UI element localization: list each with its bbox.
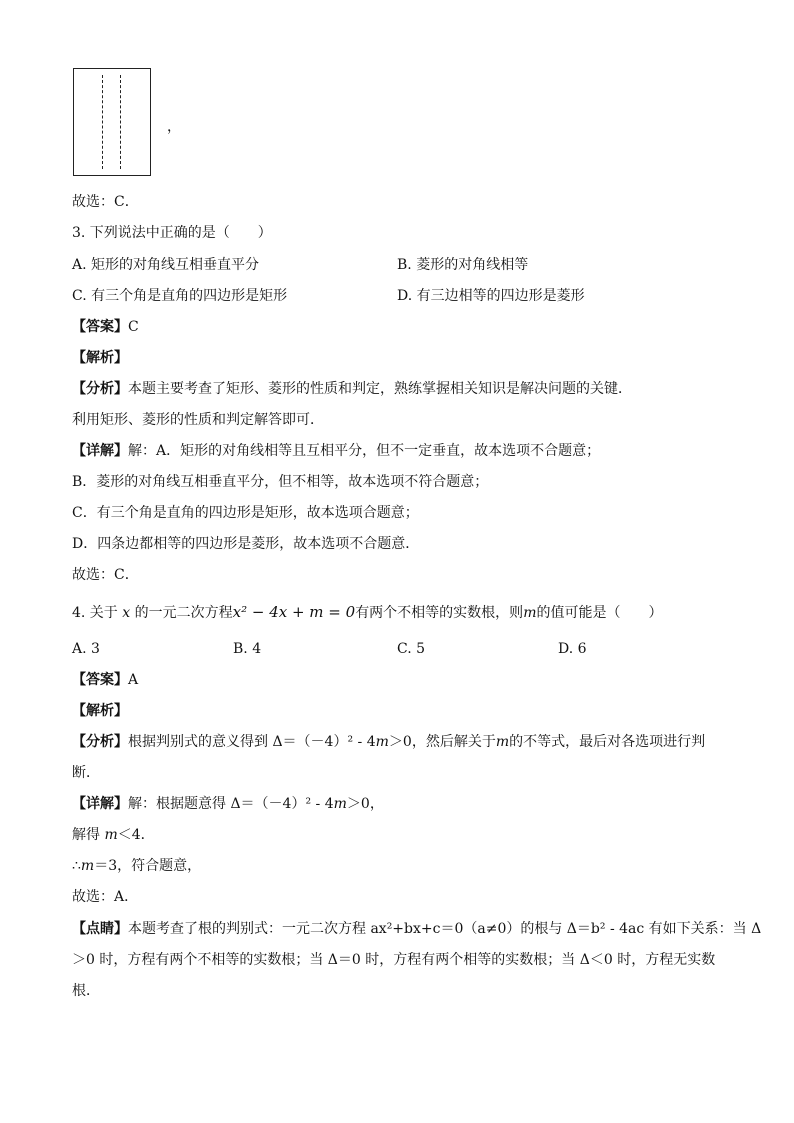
q3-analysis [72, 380, 632, 398]
q3-option-c: C. 有三个角是直角的四边形是矩形 [72, 288, 288, 304]
therefore-symbol: ∴ [72, 858, 81, 874]
q4-stem-post: 有两个不相等的实数根，则 [355, 605, 524, 621]
answer-tag: 【答案】 [72, 319, 128, 335]
q4-equation: x² − 4x + m = 0 [232, 603, 356, 621]
var-m: m [375, 734, 389, 750]
q3-stem: 3. 下列说法中正确的是（ ） [72, 225, 272, 241]
q4-tip-end: 根． [72, 983, 100, 999]
detail-text: 解：A．矩形的对角线相等且互相平分，但不一定垂直，故本选项不合题意； [128, 443, 601, 459]
tip-text: 本题考查了根的判别式：一元二次方程 ax²+bx+c＝0（a≠0）的根与 Δ＝b² - 4ac 有如下关系：当 Δ [128, 921, 762, 937]
q4-stem-mid: 的一元二次方程 [134, 605, 233, 621]
therefore-text: ＝3，符合题意， [94, 858, 202, 874]
q4-answer [72, 671, 138, 689]
q4-tip [72, 920, 761, 938]
analysis-text: 本题主要考查了矩形、菱形的性质和判定，熟练掌握相关知识是解决问题的关键． [128, 381, 632, 397]
q3-jiexi-tag: 【解析】 [72, 350, 128, 366]
var-x: x [122, 605, 131, 621]
q4-choice: 故选：A． [72, 889, 139, 905]
q4-therefore [72, 857, 201, 875]
q3-detail-b: B．菱形的对角线互相垂直平分，但不相等，故本选项不符合题意； [72, 474, 489, 490]
q3-answer [72, 318, 139, 336]
fold-line-right [120, 75, 121, 169]
var-m: m [495, 734, 510, 750]
detail-tag: 【详解】 [72, 443, 128, 459]
detail-text-b: ＞0， [346, 796, 384, 812]
q3-choice: 故选：C． [72, 567, 139, 583]
q4-tip-cont: ＞0 时，方程有两个不相等的实数根；当 Δ＝0 时，方程有两个相等的实数根；当 Δ＜0 时，方程无实数 [72, 952, 716, 968]
q4-stem-pre: 4. 关于 [72, 605, 118, 621]
var-m: m [333, 796, 347, 812]
solve-text-b: ＜4． [117, 827, 155, 843]
analysis-tag: 【分析】 [72, 734, 128, 750]
q3-option-b: B. 菱形的对角线相等 [397, 257, 529, 273]
q3-detail-c: C．有三个角是直角的四边形是矩形，故本选项合题意； [72, 505, 419, 521]
answer-value: C [128, 319, 139, 335]
fold-line-left [102, 75, 103, 169]
previous-answer-choice: 故选：C． [72, 194, 139, 210]
tip-tag: 【点睛】 [72, 921, 128, 937]
q3-option-a: A. 矩形的对角线互相垂直平分 [72, 257, 260, 273]
detail-tag: 【详解】 [72, 796, 128, 812]
q4-stem-end: 的值可能是（ ） [536, 605, 663, 621]
q4-jiexi-tag: 【解析】 [72, 703, 128, 719]
q4-solve [72, 826, 155, 844]
q4-option-d: D. 6 [558, 641, 587, 657]
q4-detail [72, 795, 384, 813]
answer-value: A [128, 672, 139, 688]
q3-detail [72, 442, 600, 460]
q3-analysis-cont: 利用矩形、菱形的性质和判定解答即可． [72, 412, 324, 428]
q4-option-c: C. 5 [397, 641, 426, 657]
var-m: m [523, 605, 537, 621]
var-m: m [80, 858, 95, 874]
q4-analysis-cont: 断． [72, 765, 100, 781]
q4-analysis [72, 733, 705, 751]
folded-paper-figure [73, 68, 151, 176]
detail-text-a: 解：根据题意得 Δ＝（－4）² - 4 [128, 796, 334, 812]
q4-option-a: A. 3 [72, 641, 100, 657]
analysis-text-b: ＞0，然后解关于 [388, 734, 496, 750]
analysis-tag: 【分析】 [72, 381, 128, 397]
analysis-text-a: 根据判别式的意义得到 Δ＝（－4）² - 4 [128, 734, 376, 750]
q3-option-d: D. 有三边相等的四边形是菱形 [397, 288, 585, 304]
solve-text-a: 解得 [72, 827, 100, 843]
figure-trailing-comma: ， [167, 119, 181, 135]
analysis-text-c: 的不等式，最后对各选项进行判 [509, 734, 706, 750]
q4-stem [72, 603, 662, 622]
q3-detail-d: D．四条边都相等的四边形是菱形，故本选项不合题意． [72, 536, 420, 552]
answer-tag: 【答案】 [72, 672, 128, 688]
q4-option-b: B. 4 [233, 641, 262, 657]
var-m: m [104, 827, 118, 843]
